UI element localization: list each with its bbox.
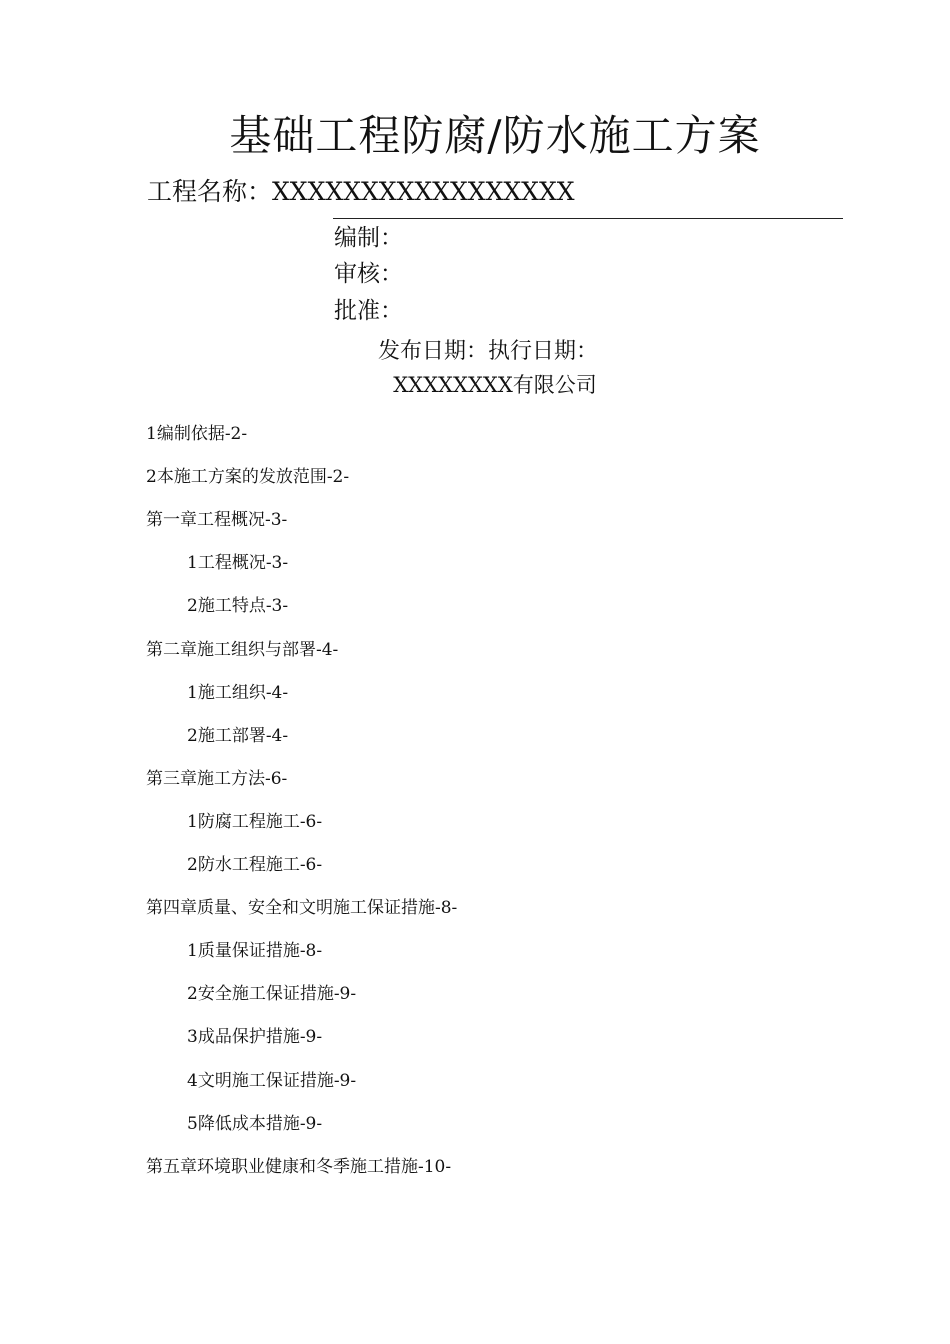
toc-entry[interactable]: 4文明施工保证措施-9- [187,1071,357,1091]
document-title: 基础工程防腐/防水施工方案 [229,111,761,160]
toc-entry[interactable]: 2防水工程施工-6- [187,855,323,875]
toc-entry[interactable]: 1工程概况-3- [187,553,289,573]
release-execution-dates: 发布日期：执行日期： [378,339,599,364]
company-name: XXXXXXXX有限公司 [393,373,597,397]
toc-entry[interactable]: 2安全施工保证措施-9- [187,984,357,1004]
toc-entry[interactable]: 2本施工方案的发放范围-2- [146,467,350,487]
toc-entry[interactable]: 第五章环境职业健康和冬季施工措施-10- [146,1157,452,1177]
approved-by-label: 批准： [334,298,403,324]
toc-entry[interactable]: 5降低成本措施-9- [187,1114,323,1134]
toc-entry[interactable]: 2施工部署-4- [187,726,289,746]
toc-entry[interactable]: 1编制依据-2- [146,424,248,444]
toc-entry[interactable]: 1施工组织-4- [187,683,289,703]
toc-entry[interactable]: 2施工特点-3- [187,596,289,616]
toc-entry[interactable]: 3成品保护措施-9- [187,1027,323,1047]
reviewed-by-label: 审核： [334,261,403,287]
toc-entry[interactable]: 第二章施工组织与部署-4- [146,640,339,660]
compiled-by-label: 编制： [334,225,403,251]
toc-entry[interactable]: 1质量保证措施-8- [187,941,323,961]
project-name-line: 工程名称：XXXXXXXXXXXXXXXXX [147,177,575,206]
toc-entry[interactable]: 第一章工程概况-3- [146,510,288,530]
toc-entry[interactable]: 1防腐工程施工-6- [187,812,323,832]
toc-entry[interactable]: 第三章施工方法-6- [146,769,288,789]
toc-entry[interactable]: 第四章质量、安全和文明施工保证措施-8- [146,898,458,918]
signature-divider [333,218,843,219]
